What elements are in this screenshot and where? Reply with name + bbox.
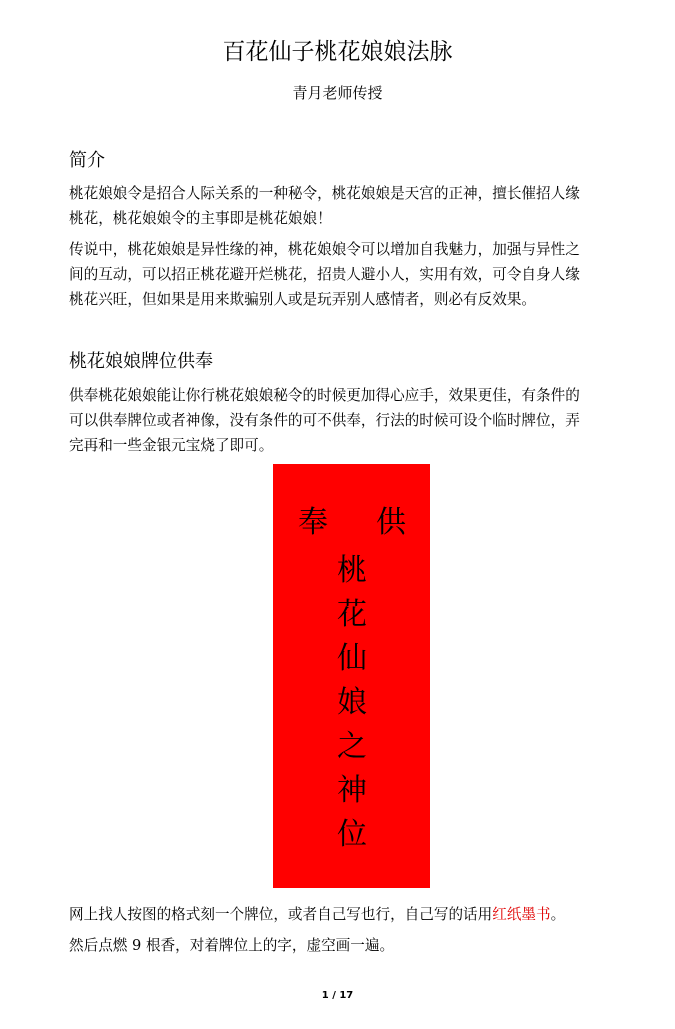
- tablet-char: 桃: [337, 553, 367, 588]
- instruction-line-1: [69, 902, 629, 927]
- tablet-char: 仙: [337, 641, 367, 676]
- red-paper-ink-highlight: 红纸墨书: [492, 906, 551, 923]
- intro-line-2: 桃花，桃花娘娘令的主事即是桃花娘娘！: [69, 210, 332, 227]
- tablet-char: 位: [337, 817, 367, 852]
- intro-para2-line-1: 传说中，桃花娘娘是异性缘的神，桃花娘娘令可以增加自我魅力，加强与异性之: [69, 241, 580, 258]
- tablet-para-line-3: 完再和一些金银元宝烧了即可。: [69, 437, 274, 454]
- instruction-text: 网上找人按图的格式刻一个牌位，或者自己写也行，自己写的话用: [69, 906, 493, 923]
- document-subtitle: 青月老师传授: [292, 84, 383, 102]
- document-title: 百花仙子桃花娘娘法脉: [222, 39, 453, 65]
- section-heading-tablet: 桃花娘娘牌位供奉: [69, 351, 213, 372]
- instruction-period: 。: [550, 906, 566, 923]
- intro-para2-line-3: 桃花兴旺，但如果是用来欺骗别人或是玩弄别人感情者，则必有反效果。: [69, 291, 537, 308]
- section-heading-intro: 简介: [69, 150, 105, 171]
- tablet-char: 娘: [337, 685, 367, 720]
- instruction-line-2: 然后点燃 9 根香，对着牌位上的字，虚空画一遍。: [69, 937, 395, 954]
- intro-line-1: 桃花娘娘令是招合人际关系的一种秘令，桃花娘娘是天宫的正神，擅长催招人缘: [69, 185, 580, 202]
- memorial-tablet-image: [273, 464, 430, 888]
- tablet-char-right: 供: [376, 505, 406, 540]
- tablet-char: 神: [337, 773, 367, 808]
- intro-para2-line-2: 间的互动，可以招正桃花避开烂桃花，招贵人避小人，实用有效，可令自身人缘: [69, 266, 580, 283]
- tablet-char: 花: [337, 597, 367, 632]
- page-number: 1 / 17: [321, 990, 354, 1001]
- tablet-para-line-2: 可以供奉牌位或者神像，没有条件的可不供奉，行法的时候可设个临时牌位，弄: [69, 412, 580, 429]
- tablet-char: 之: [337, 729, 367, 764]
- tablet-para-line-1: 供奉桃花娘娘能让你行桃花娘娘秘令的时候更加得心应手，效果更佳，有条件的: [69, 387, 580, 404]
- tablet-char-left: 奉: [298, 505, 328, 540]
